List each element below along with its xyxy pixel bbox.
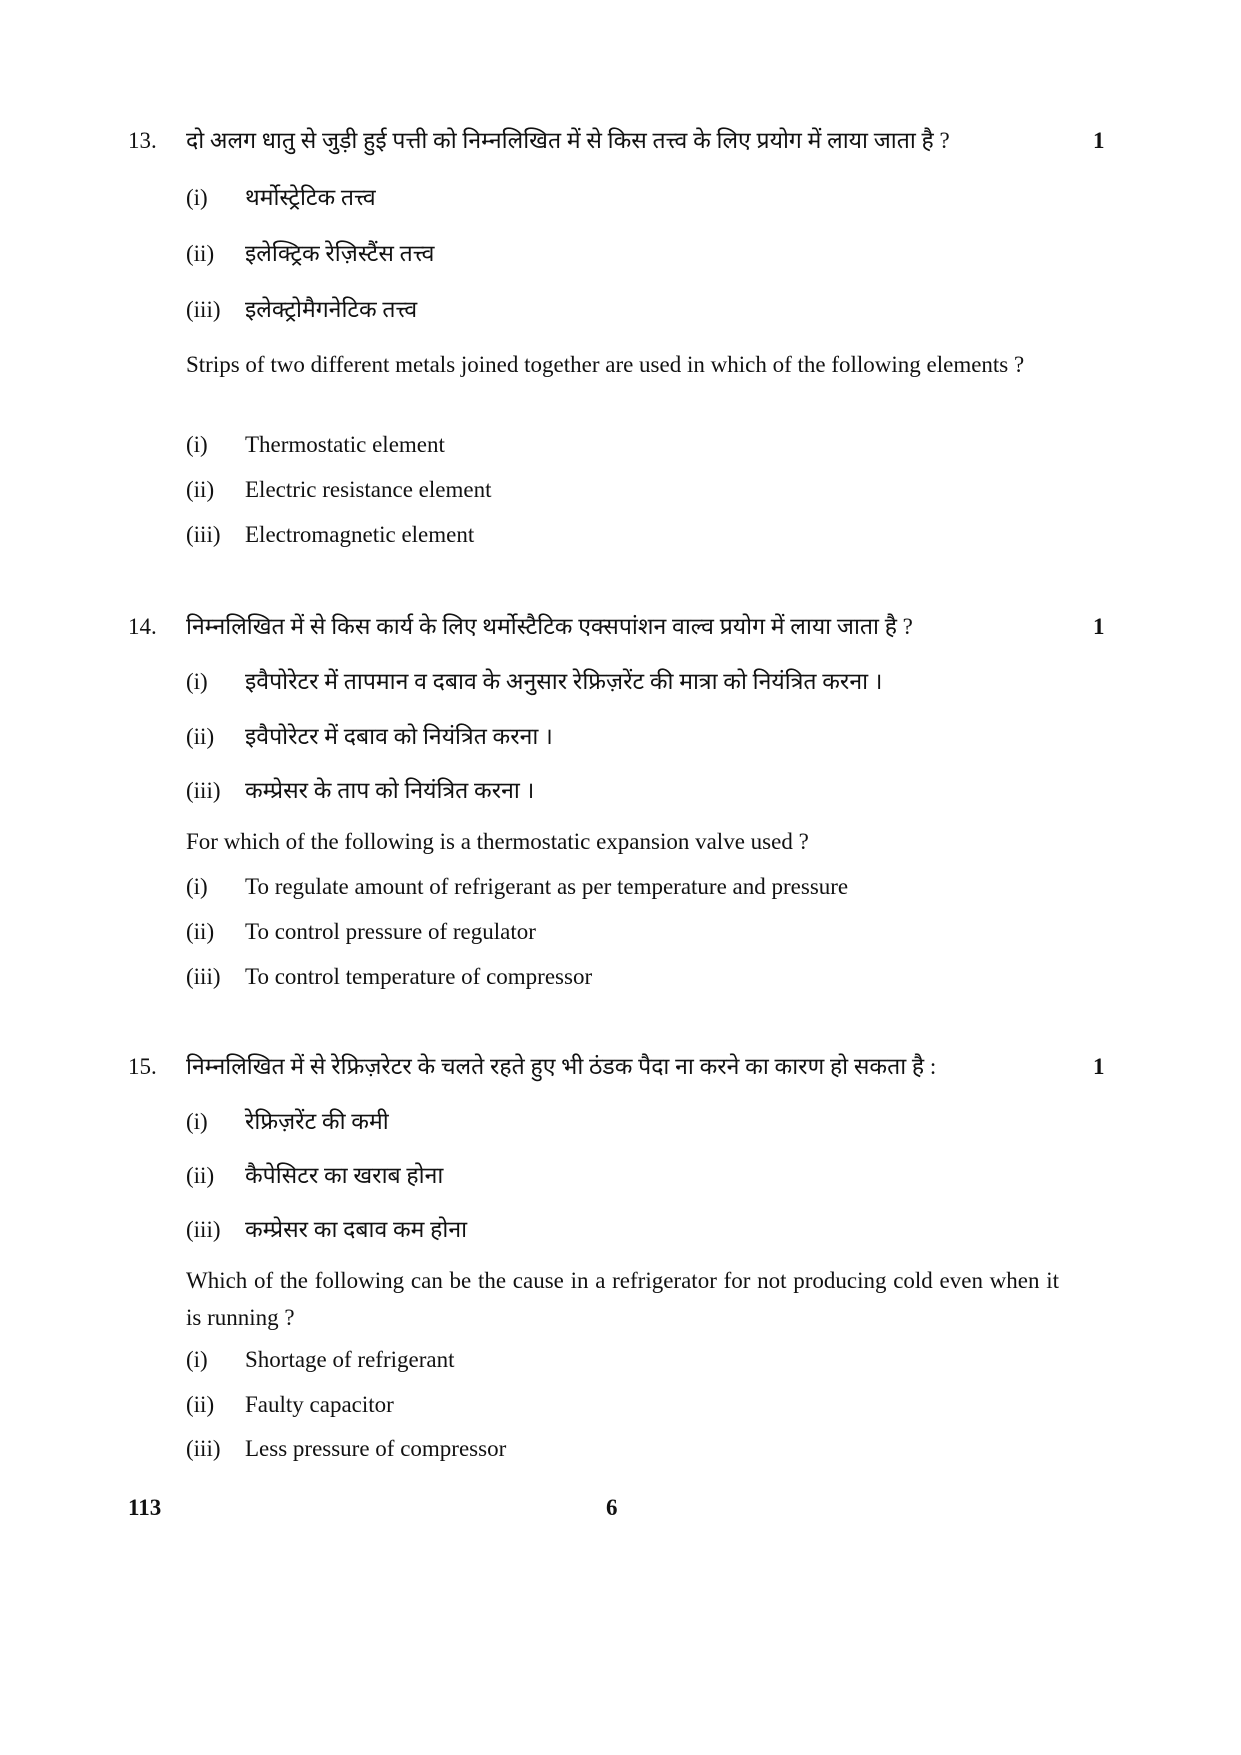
- option-number: (i): [186, 669, 208, 694]
- question-text-english: Strips of two different metals joined together are used in which of the following elements ?: [186, 352, 1025, 377]
- option-text-english: Faulty capacitor: [245, 1392, 394, 1417]
- option-number: (ii): [186, 1392, 215, 1417]
- question-marks: 1: [1093, 614, 1105, 639]
- question-text-hindi: निम्नलिखित में से किस कार्य के लिए थर्मोस्टैटिक एक्सपांशन वाल्व प्रयोग में लाया जाता है ?: [186, 614, 913, 639]
- question-marks: 1: [1093, 1054, 1105, 1079]
- option-text-hindi: इवैपोरेटर में दबाव को नियंत्रित करना ।: [245, 724, 553, 749]
- question-number: 15.: [128, 1054, 157, 1079]
- option-text-english: To control temperature of compressor: [245, 964, 593, 989]
- option-number: (ii): [186, 477, 215, 502]
- option-text-hindi: इलेक्ट्रोमैगनेटिक तत्त्व: [245, 297, 418, 322]
- question-text-english: Which of the following can be the cause in a refrigerator for not producing cold even when it is running ?: [186, 1268, 1059, 1330]
- option-number: (i): [186, 874, 208, 899]
- option-text-hindi: कम्प्रेसर का दबाव कम होना: [245, 1217, 468, 1242]
- option-number: (iii): [186, 778, 221, 803]
- option-text-hindi: थर्मोस्ट्रेटिक तत्त्व: [245, 185, 376, 210]
- question-number: 14.: [128, 614, 157, 639]
- option-number: (iii): [186, 522, 221, 547]
- question-number: 13.: [128, 128, 157, 153]
- option-number: (ii): [186, 919, 215, 944]
- option-text-hindi: इवैपोरेटर में तापमान व दबाव के अनुसार रेफ्रिज़रेंट की मात्रा को नियंत्रित करना ।: [245, 669, 883, 694]
- option-number: (i): [186, 1109, 208, 1134]
- option-number: (iii): [186, 964, 221, 989]
- option-text-english: To control pressure of regulator: [245, 919, 536, 944]
- option-number: (i): [186, 185, 208, 210]
- paper-code: 113: [128, 1495, 162, 1520]
- option-number: (iii): [186, 1436, 221, 1461]
- option-text-hindi: रेफ्रिज़रेंट की कमी: [245, 1109, 389, 1134]
- option-number: (ii): [186, 724, 215, 749]
- option-number: (i): [186, 1347, 208, 1372]
- option-text-english: To regulate amount of refrigerant as per temperature and pressure: [245, 874, 849, 899]
- option-text-hindi: इलेक्ट्रिक रेज़िस्टैंस तत्त्व: [245, 241, 435, 266]
- option-number: (iii): [186, 1217, 221, 1242]
- option-number: (iii): [186, 297, 221, 322]
- option-text-english: Less pressure of compressor: [245, 1436, 507, 1461]
- question-marks: 1: [1093, 128, 1105, 153]
- option-number: (ii): [186, 1163, 215, 1188]
- option-number: (ii): [186, 241, 215, 266]
- question-text-english: For which of the following is a thermostatic expansion valve used ?: [186, 829, 809, 854]
- option-text-english: Electric resistance element: [245, 477, 492, 502]
- page-number: 6: [606, 1495, 618, 1520]
- option-text-hindi: कैपेसिटर का खराब होना: [245, 1163, 444, 1188]
- option-text-english: Thermostatic element: [245, 432, 445, 457]
- option-text-english: Shortage of refrigerant: [245, 1347, 455, 1372]
- option-number: (i): [186, 432, 208, 457]
- option-text-english: Electromagnetic element: [245, 522, 475, 547]
- option-text-hindi: कम्प्रेसर के ताप को नियंत्रित करना ।: [245, 778, 535, 803]
- question-text-hindi: दो अलग धातु से जुड़ी हुई पत्ती को निम्नलिखित में से किस तत्त्व के लिए प्रयोग में लाया जाता है ?: [186, 128, 950, 153]
- question-text-hindi: निम्नलिखित में से रेफ्रिज़रेटर के चलते रहते हुए भी ठंडक पैदा ना करने का कारण हो सकता है :: [186, 1054, 937, 1079]
